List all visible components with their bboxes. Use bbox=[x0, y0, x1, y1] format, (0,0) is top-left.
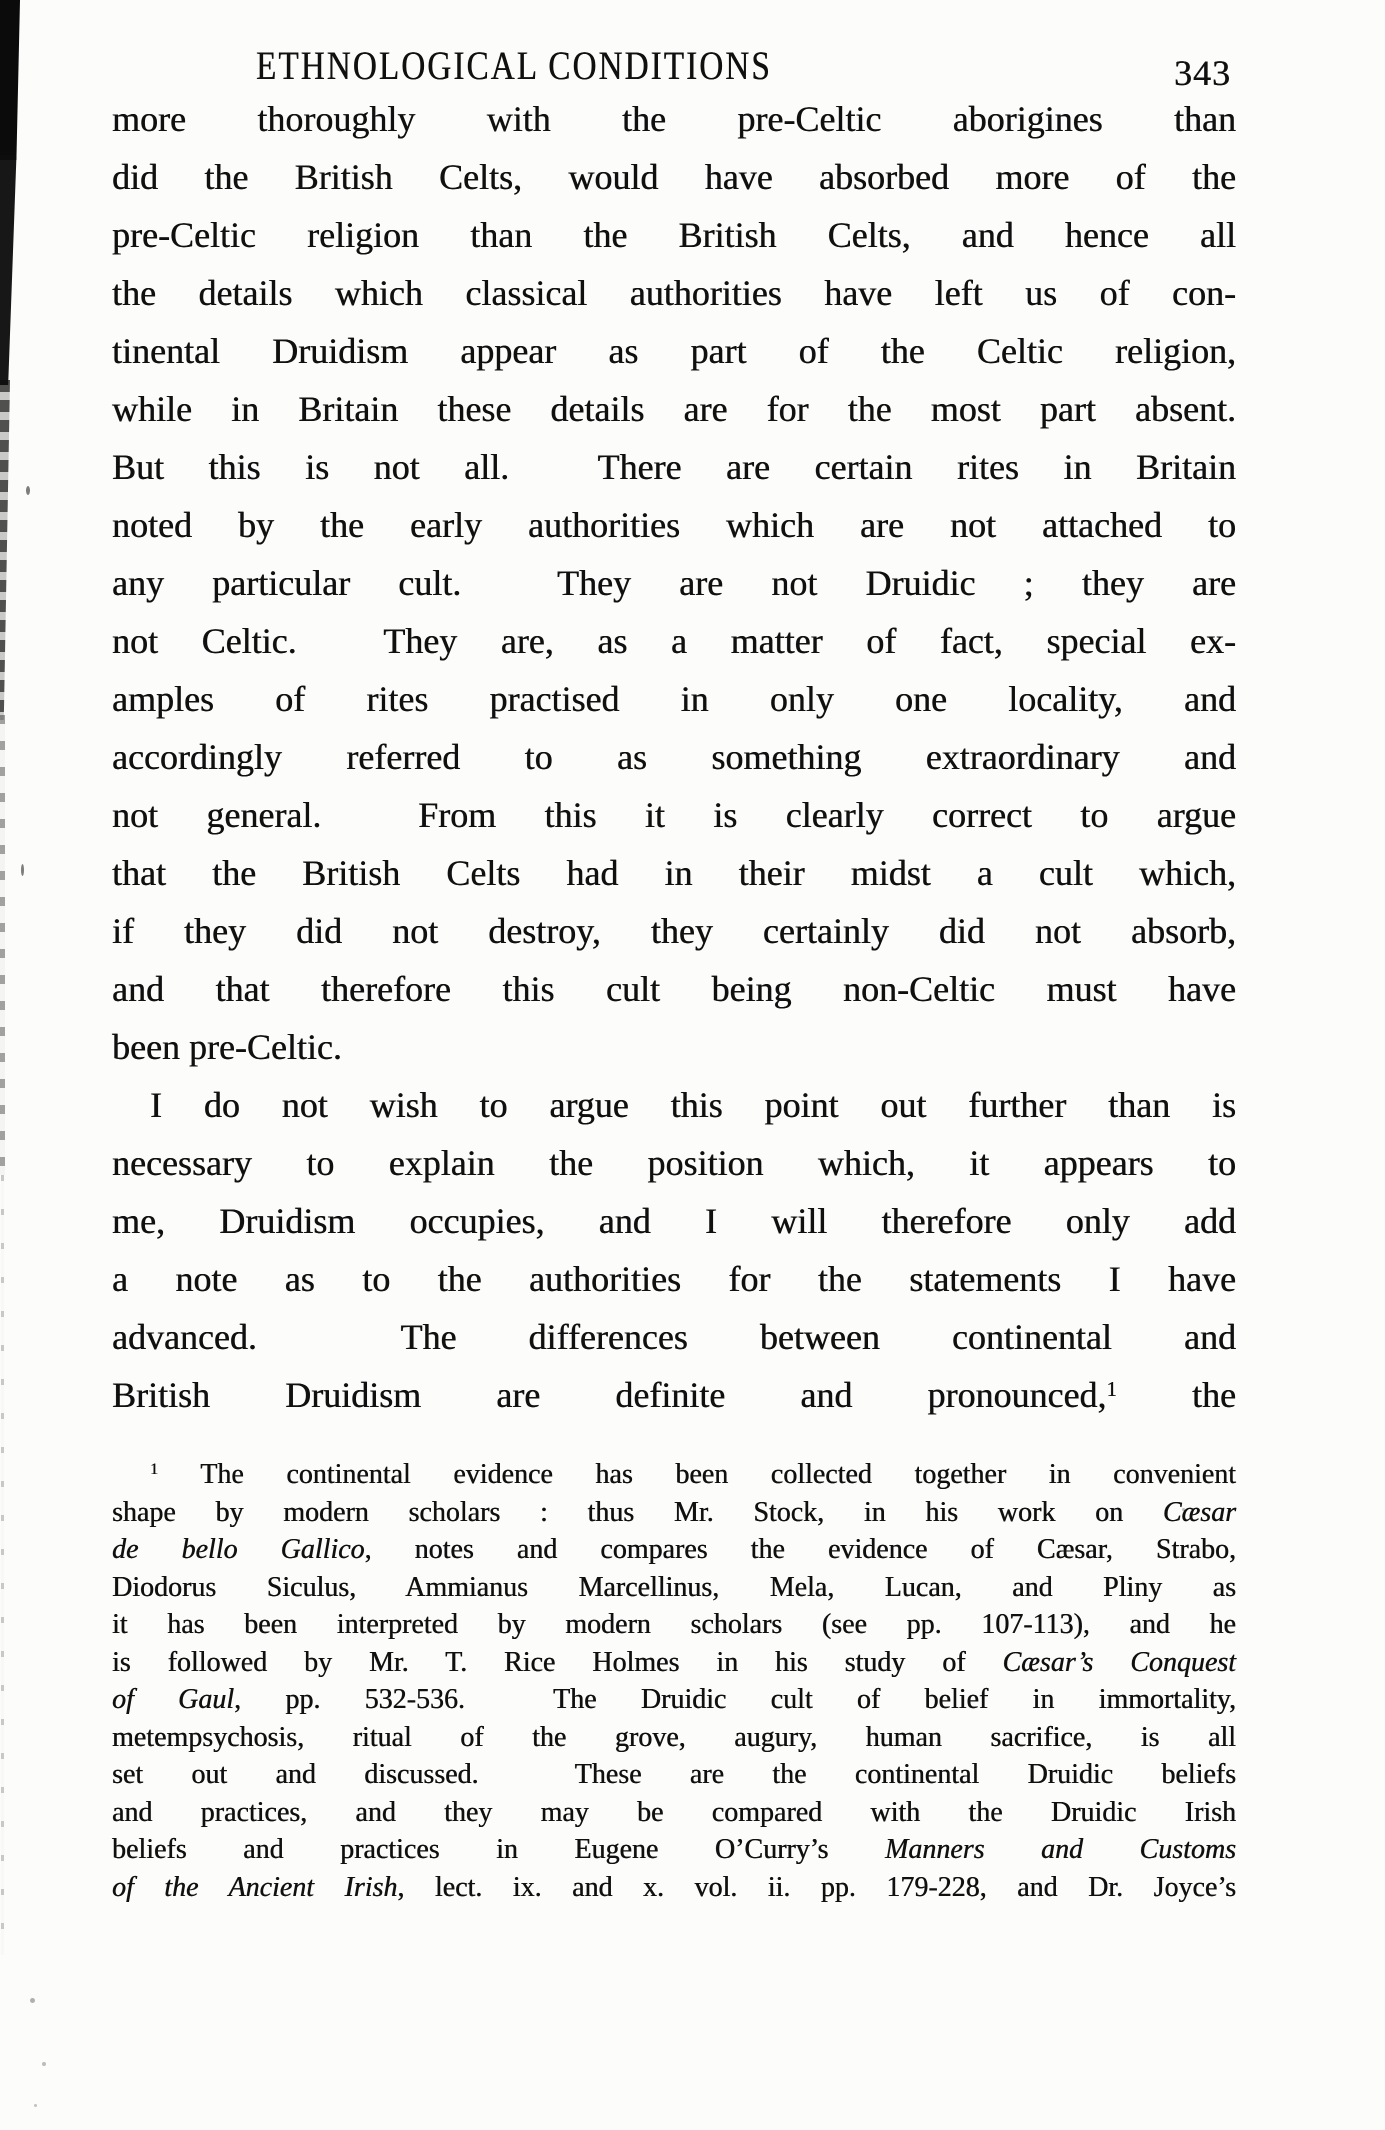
text-line bbox=[112, 322, 1236, 380]
text-line bbox=[112, 496, 1236, 554]
text-segment: did the British Celts, would have absorbed more of the bbox=[112, 157, 1236, 197]
text-segment: Cæsar bbox=[1162, 1496, 1236, 1528]
text-line bbox=[112, 90, 1236, 148]
text-line bbox=[112, 1644, 1236, 1682]
scan-speck bbox=[42, 2062, 46, 2066]
text-segment: set out and discussed. These are the continental Druidic beliefs bbox=[112, 1759, 1236, 1790]
text-line bbox=[112, 380, 1236, 438]
text-segment: Cæsar’s Conquest bbox=[1002, 1646, 1236, 1678]
text-segment: advanced. The differences between continental and bbox=[112, 1317, 1236, 1357]
text-line bbox=[112, 1456, 1236, 1494]
page-title: ETHNOLOGICAL CONDITIONS bbox=[256, 43, 772, 88]
text-line bbox=[112, 1831, 1236, 1869]
text-segment: Manners and Customs bbox=[884, 1834, 1237, 1865]
text-segment: been pre-Celtic. bbox=[112, 1027, 342, 1067]
text-line bbox=[112, 1531, 1236, 1569]
text-line bbox=[112, 554, 1236, 612]
text-segment: I do not wish to argue this point out further than is bbox=[150, 1085, 1236, 1125]
paragraph bbox=[112, 1076, 1236, 1424]
text-segment: that the British Celts had in their midst a cult which, bbox=[112, 853, 1236, 893]
text-line bbox=[112, 612, 1236, 670]
text-line bbox=[112, 264, 1236, 322]
text-segment: if they did not destroy, they certainly did not absorb, bbox=[112, 911, 1236, 951]
text-segment: a note as to the authorities for the statements I have bbox=[112, 1259, 1236, 1299]
text-line bbox=[112, 1308, 1236, 1366]
text-line bbox=[112, 844, 1236, 902]
text-line bbox=[112, 960, 1236, 1018]
text-line bbox=[112, 1018, 1236, 1076]
text-line bbox=[112, 148, 1236, 206]
text-line bbox=[112, 1719, 1236, 1757]
scan-speck bbox=[21, 864, 24, 876]
scan-speck bbox=[34, 2104, 37, 2107]
text-line bbox=[112, 902, 1236, 960]
text-segment: beliefs and practices in Eugene O’Curry’s bbox=[112, 1834, 885, 1865]
text-segment: The continental evidence has been collected together in convenient bbox=[158, 1459, 1236, 1490]
scan-speck bbox=[26, 486, 30, 495]
text-line bbox=[112, 1366, 1236, 1424]
text-line bbox=[112, 1250, 1236, 1308]
text-line bbox=[112, 206, 1236, 264]
text-segment: pre-Celtic religion than the British Celts, and hence all bbox=[112, 215, 1236, 255]
text-segment: But this is not all. There are certain rites in Britain bbox=[112, 447, 1236, 487]
text-segment: accordingly referred to as something extraordinary and bbox=[112, 737, 1236, 777]
text-segment: , lect. ix. and x. vol. ii. pp. 179-228, and Dr. Joyce’s bbox=[397, 1871, 1236, 1903]
footnote-marker: 1 bbox=[150, 1460, 159, 1479]
text-segment: while in Britain these details are for the most part absent. bbox=[112, 389, 1236, 429]
scan-edge-shadow bbox=[0, 0, 20, 160]
text-segment: , notes and compares the evidence of Cæsar, Strabo, bbox=[364, 1534, 1236, 1565]
text-line bbox=[112, 786, 1236, 844]
text-segment: shape by modern scholars : thus Mr. Stock, in his work on bbox=[112, 1496, 1163, 1528]
text-segment: it has been interpreted by modern scholars (see pp. 107-113), and he bbox=[112, 1609, 1236, 1640]
text-segment: me, Druidism occupies, and I will therefore only add bbox=[112, 1201, 1236, 1241]
text-line bbox=[112, 1756, 1236, 1794]
text-segment: not general. From this it is clearly correct to argue bbox=[112, 795, 1236, 835]
page-number: 343 bbox=[1174, 53, 1231, 93]
text-line bbox=[112, 1569, 1236, 1607]
text-line bbox=[112, 1494, 1236, 1532]
text-segment: of Gaul bbox=[112, 1684, 235, 1715]
text-line bbox=[112, 1076, 1236, 1134]
text-segment: de bello Gallico bbox=[112, 1534, 365, 1565]
text-segment: more thoroughly with the pre-Celtic aborigines than bbox=[112, 99, 1236, 139]
text-segment: any particular cult. They are not Druidic ; they are bbox=[112, 563, 1236, 603]
main-text bbox=[112, 90, 1236, 1424]
text-line bbox=[112, 670, 1236, 728]
text-segment: of the Ancient Irish bbox=[112, 1871, 398, 1903]
scan-edge-shadow bbox=[0, 715, 5, 1175]
text-segment: necessary to explain the position which, it appears to bbox=[112, 1143, 1236, 1183]
text-segment: and practices, and they may be compared with the Druidic Irish bbox=[112, 1796, 1236, 1828]
footnote bbox=[112, 1456, 1236, 1906]
text-line bbox=[112, 1794, 1236, 1832]
scan-edge-shadow bbox=[0, 380, 10, 720]
text-line bbox=[112, 728, 1236, 786]
text-line bbox=[112, 1606, 1236, 1644]
text-segment: not Celtic. They are, as a matter of fact, special ex- bbox=[112, 621, 1236, 661]
scan-speck bbox=[30, 1998, 35, 2003]
paragraph bbox=[112, 90, 1236, 1076]
text-segment: noted by the early authorities which are not attached to bbox=[112, 505, 1236, 545]
text-line bbox=[112, 438, 1236, 496]
text-segment: amples of rites practised in only one locality, and bbox=[112, 679, 1236, 719]
scan-edge-shadow bbox=[1, 1175, 4, 1955]
text-segment: the bbox=[1116, 1375, 1236, 1415]
text-segment: Diodorus Siculus, Ammianus Marcellinus, Mela, Lucan, and Pliny as bbox=[112, 1571, 1236, 1603]
text-segment: and that therefore this cult being non-Celtic must have bbox=[112, 969, 1236, 1009]
footnote-marker: 1 bbox=[1106, 1376, 1117, 1401]
text-line bbox=[112, 1134, 1236, 1192]
scan-edge-shadow bbox=[0, 155, 17, 385]
text-segment: tinental Druidism appear as part of the Celtic religion, bbox=[112, 331, 1236, 371]
text-segment: is followed by Mr. T. Rice Holmes in his study of bbox=[112, 1646, 1003, 1678]
text-line bbox=[112, 1681, 1236, 1719]
text-line bbox=[112, 1192, 1236, 1250]
text-segment: British Druidism are definite and pronounced, bbox=[112, 1375, 1107, 1415]
text-line bbox=[112, 1869, 1236, 1907]
text-segment: the details which classical authorities have left us of con- bbox=[112, 273, 1236, 313]
text-segment: metempsychosis, ritual of the grove, augury, human sacrifice, is all bbox=[112, 1721, 1236, 1753]
text-segment: , pp. 532-536. The Druidic cult of belief in immortality, bbox=[234, 1684, 1236, 1715]
